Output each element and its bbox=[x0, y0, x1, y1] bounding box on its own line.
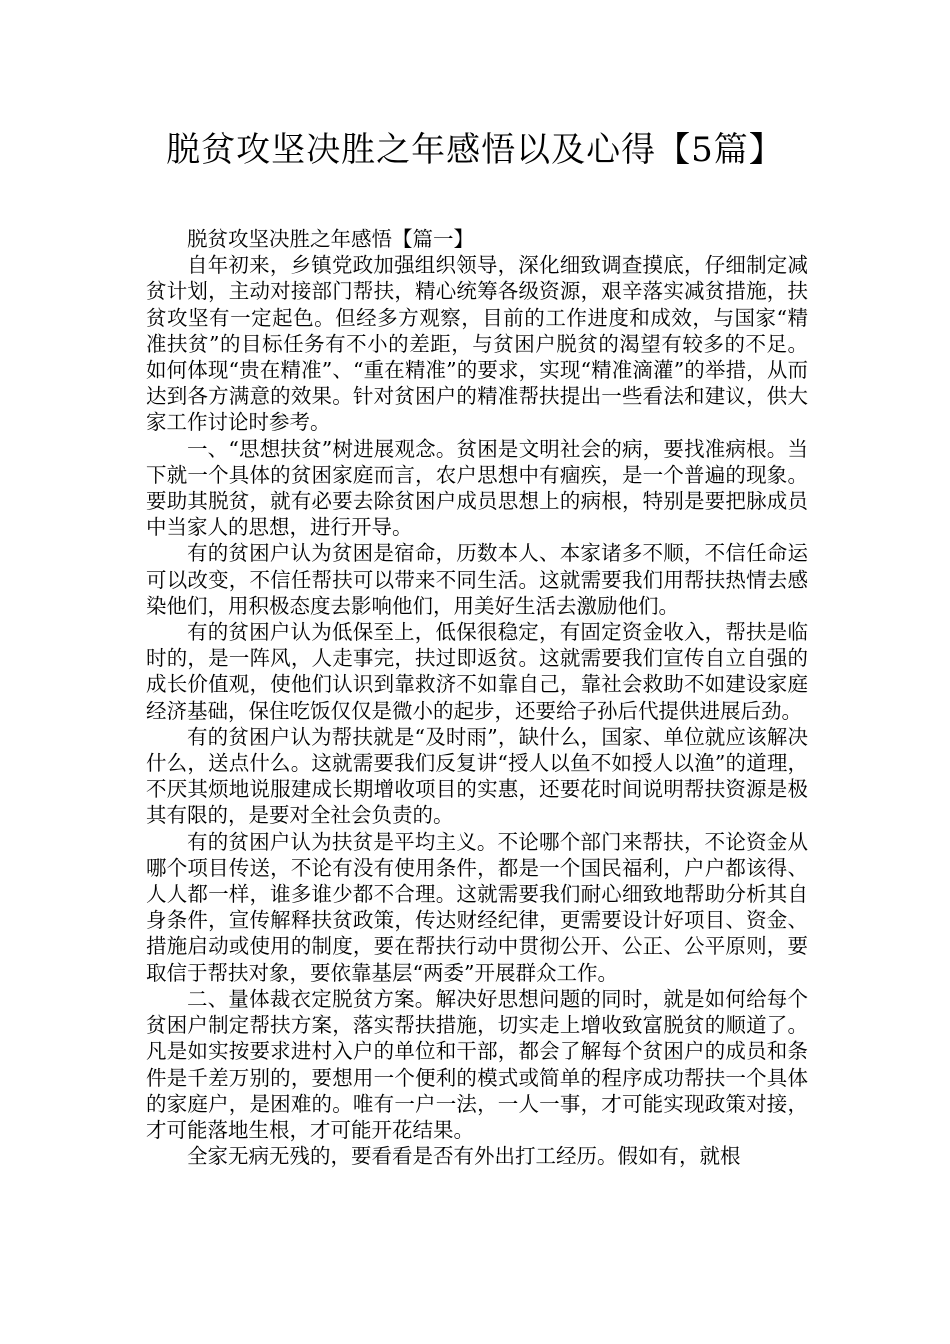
document-title: 脱贫攻坚决胜之年感悟以及心得【5篇】 bbox=[166, 130, 784, 170]
paragraph-7: 二、量体裁衣定脱贫方案。解决好思想问题的同时，就是如何给每个贫困户制定帮扶方案，落实帮扶措施，切实走上增收致富脱贫的顺道了。凡是如实按要求进村入户的单位和干部，都会了解每个贫困户的成员和条件是千差万别的，要想用一个便利的模式或简单的程序成功帮扶一个具体的家庭户，是困难的。唯有一户一法，一人一事，才可能实现政策对接，才可能落地生根，才可能开花结果。 bbox=[146, 986, 808, 1142]
paragraph-3: 有的贫困户认为贫困是宿命，历数本人、本家诸多不顺，不信任命运可以改变，不信任帮扶可以带来不同生活。这就需要我们用帮扶热情去感染他们，用积极态度去影响他们，用美好生活去激励他们。 bbox=[146, 541, 808, 618]
paragraph-2: 一、“思想扶贫”树进展观念。贫困是文明社会的病，要找准病根。当下就一个具体的贫困家庭而言，农户思想中有痼疾，是一个普遍的现象。要助其脱贫，就有必要去除贫困户成员思想上的病根，特别是要把脉成员中当家人的思想，进行开导。 bbox=[146, 436, 808, 540]
paragraph-1: 自年初来，乡镇党政加强组织领导，深化细致调查摸底，仔细制定减贫计划，主动对接部门帮扶，精心统筹各级资源，艰辛落实减贫措施，扶贫攻坚有一定起色。但经多方观察，目前的工作进度和成效，与国家“精准扶贫”的目标任务有不小的差距，与贫困户脱贫的渴望有较多的不足。如何体现“贵在精准”、“重在精准”的要求，实现“精准滴灌”的举措，从而达到各方满意的效果。针对贫困户的精准帮扶提出一些看法和建议，供大家工作讨论时参考。 bbox=[146, 253, 808, 435]
paragraph-5: 有的贫困户认为帮扶就是“及时雨”，缺什么，国家、单位就应该解决什么，送点什么。这就需要我们反复讲“授人以鱼不如授人以渔”的道理，不厌其烦地说服建成长期增收项目的实惠，还要花时间说明帮扶资源是极其有限的，是要对全社会负责的。 bbox=[146, 724, 808, 828]
paragraph-4: 有的贫困户认为低保至上，低保很稳定，有固定资金收入，帮扶是临时的，是一阵风，人走事完，扶过即返贫。这就需要我们宣传自立自强的成长价值观，使他们认识到靠救济不如靠自己，靠社会救助不如建设家庭经济基础，保住吃饭仅仅是微小的起步，还要给子孙后代提供进展后劲。 bbox=[146, 620, 808, 723]
section-heading: 脱贫攻坚决胜之年感悟【篇一】 bbox=[187, 227, 474, 251]
paragraph-6: 有的贫困户认为扶贫是平均主义。不论哪个部门来帮扶，不论资金从哪个项目传送，不论有没有使用条件，都是一个国民福利，户户都该得、人人都一样，谁多谁少都不合理。这就需要我们耐心细致地帮助分析其自身条件，宣传解释扶贫政策，传达财经纪律，更需要设计好项目、资金、措施启动或使用的制度，要在帮扶行动中贯彻公开、公正、公平原则，要取信于帮扶对象，要依靠基层“两委”开展群众工作。 bbox=[146, 829, 808, 985]
document-body bbox=[146, 226, 808, 1169]
paragraph-8: 全家无病无残的，要看看是否有外出打工经历。假如有，就根 bbox=[187, 1144, 741, 1169]
